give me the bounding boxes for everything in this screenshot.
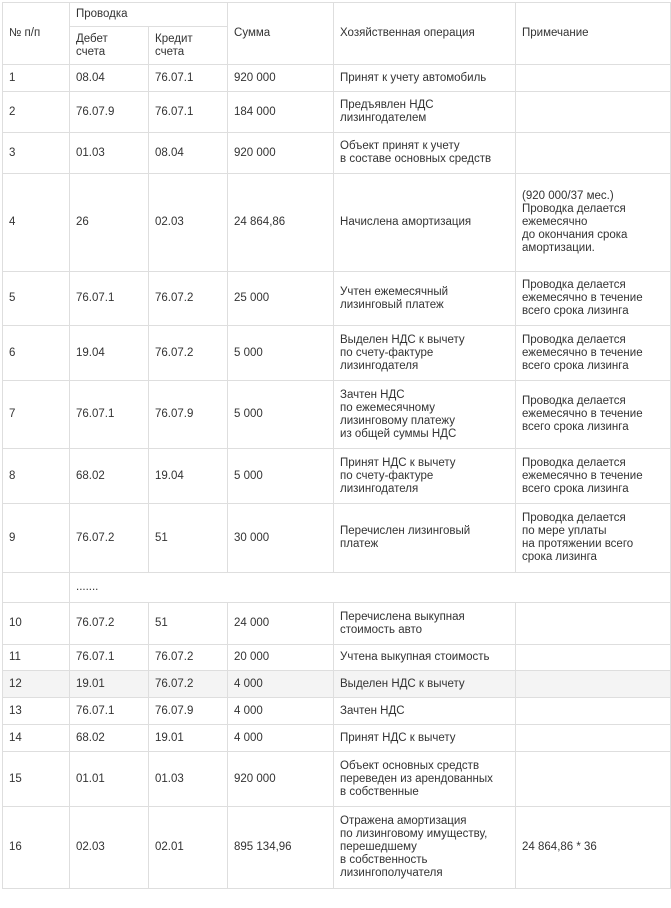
- cell-empty: [3, 573, 70, 603]
- cell-debit: 08.04: [70, 65, 149, 92]
- table-row: [3, 133, 671, 174]
- cell-num: 7: [3, 381, 70, 449]
- table-row: [3, 807, 671, 889]
- cell-amount: 920 000: [228, 65, 334, 92]
- table-row: [3, 725, 671, 752]
- cell-credit: 01.03: [149, 752, 228, 807]
- cell-num: 16: [3, 807, 70, 889]
- ellipsis-cell: .......: [70, 573, 671, 603]
- cell-amount: 5 000: [228, 326, 334, 381]
- cell-operation: Выделен НДС к вычету: [334, 671, 516, 698]
- cell-note: [516, 92, 671, 133]
- cell-num: 3: [3, 133, 70, 174]
- cell-operation: Отражена амортизация по лизинговому имуществу, перешедшему в собственность лизингополучателя: [334, 807, 516, 889]
- cell-num: 1: [3, 65, 70, 92]
- cell-note: Проводка делается ежемесячно в течение всего срока лизинга: [516, 272, 671, 326]
- cell-operation: Предъявлен НДС лизингодателем: [334, 92, 516, 133]
- cell-note: [516, 725, 671, 752]
- cell-note: [516, 133, 671, 174]
- table-row: [3, 645, 671, 671]
- cell-num: 10: [3, 603, 70, 645]
- cell-credit: 76.07.9: [149, 698, 228, 725]
- cell-credit: 08.04: [149, 133, 228, 174]
- cell-amount: 4 000: [228, 725, 334, 752]
- cell-credit: 51: [149, 603, 228, 645]
- cell-operation: Зачтен НДС: [334, 698, 516, 725]
- cell-debit: 01.03: [70, 133, 149, 174]
- header-credit: Кредит счета: [149, 27, 228, 65]
- cell-credit: 02.03: [149, 174, 228, 272]
- cell-amount: 30 000: [228, 504, 334, 573]
- cell-amount: 20 000: [228, 645, 334, 671]
- cell-debit: 76.07.1: [70, 645, 149, 671]
- cell-num: 11: [3, 645, 70, 671]
- cell-operation: Объект основных средств переведен из арендованных в собственные: [334, 752, 516, 807]
- header-amount: Сумма: [228, 3, 334, 65]
- table-row: [3, 174, 671, 272]
- cell-amount: 24 000: [228, 603, 334, 645]
- header-num: № п/п: [3, 3, 70, 65]
- table-row: [3, 326, 671, 381]
- cell-credit: 76.07.2: [149, 326, 228, 381]
- header-posting: Проводка: [70, 3, 228, 27]
- cell-debit: 26: [70, 174, 149, 272]
- cell-note: Проводка делается по мере уплаты на протяжении всего срока лизинга: [516, 504, 671, 573]
- cell-operation: Принят НДС к вычету по счету-фактуре лизингодателя: [334, 449, 516, 504]
- cell-amount: 920 000: [228, 133, 334, 174]
- cell-credit: 51: [149, 504, 228, 573]
- header-debit: Дебет счета: [70, 27, 149, 65]
- table-row: [3, 381, 671, 449]
- cell-amount: 5 000: [228, 381, 334, 449]
- table-row: [3, 65, 671, 92]
- table-row: [3, 92, 671, 133]
- cell-amount: 24 864,86: [228, 174, 334, 272]
- cell-credit: 76.07.1: [149, 92, 228, 133]
- cell-note: [516, 603, 671, 645]
- cell-num: 9: [3, 504, 70, 573]
- cell-credit: 19.01: [149, 725, 228, 752]
- cell-credit: 76.07.1: [149, 65, 228, 92]
- cell-debit: 02.03: [70, 807, 149, 889]
- table-row: [3, 449, 671, 504]
- cell-debit: 68.02: [70, 725, 149, 752]
- cell-note: [516, 671, 671, 698]
- header-operation: Хозяйственная операция: [334, 3, 516, 65]
- cell-credit: 76.07.2: [149, 272, 228, 326]
- cell-credit: 76.07.2: [149, 645, 228, 671]
- cell-operation: Начислена амортизация: [334, 174, 516, 272]
- cell-operation: Перечислена выкупная стоимость авто: [334, 603, 516, 645]
- cell-debit: 68.02: [70, 449, 149, 504]
- cell-debit: 19.04: [70, 326, 149, 381]
- cell-debit: 76.07.1: [70, 381, 149, 449]
- cell-amount: 4 000: [228, 671, 334, 698]
- cell-credit: 19.04: [149, 449, 228, 504]
- cell-amount: 895 134,96: [228, 807, 334, 889]
- cell-debit: 19.01: [70, 671, 149, 698]
- cell-note: [516, 698, 671, 725]
- table-row: [3, 603, 671, 645]
- cell-credit: 02.01: [149, 807, 228, 889]
- cell-amount: 184 000: [228, 92, 334, 133]
- cell-num: 14: [3, 725, 70, 752]
- cell-note: 24 864,86 * 36: [516, 807, 671, 889]
- cell-note: Проводка делается ежемесячно в течение всего срока лизинга: [516, 381, 671, 449]
- cell-debit: 76.07.2: [70, 504, 149, 573]
- cell-operation: Принят к учету автомобиль: [334, 65, 516, 92]
- cell-amount: 4 000: [228, 698, 334, 725]
- cell-num: 5: [3, 272, 70, 326]
- cell-note: Проводка делается ежемесячно в течение всего срока лизинга: [516, 449, 671, 504]
- cell-operation: Зачтен НДС по ежемесячному лизинговому платежу из общей суммы НДС: [334, 381, 516, 449]
- cell-num: 12: [3, 671, 70, 698]
- cell-num: 4: [3, 174, 70, 272]
- cell-num: 6: [3, 326, 70, 381]
- cell-credit: 76.07.2: [149, 671, 228, 698]
- table-row: [3, 698, 671, 725]
- table-row: [3, 752, 671, 807]
- cell-num: 2: [3, 92, 70, 133]
- posting-table: [2, 2, 671, 889]
- ellipsis-row: [3, 573, 671, 603]
- cell-amount: 5 000: [228, 449, 334, 504]
- cell-debit: 01.01: [70, 752, 149, 807]
- cell-operation: Перечислен лизинговый платеж: [334, 504, 516, 573]
- cell-debit: 76.07.1: [70, 272, 149, 326]
- cell-operation: Принят НДС к вычету: [334, 725, 516, 752]
- cell-note: (920 000/37 мес.) Проводка делается ежемесячно до окончания срока амортизации.: [516, 174, 671, 272]
- cell-operation: Выделен НДС к вычету по счету-фактуре лизингодателя: [334, 326, 516, 381]
- cell-note: [516, 65, 671, 92]
- header-note: Примечание: [516, 3, 671, 65]
- cell-num: 13: [3, 698, 70, 725]
- cell-debit: 76.07.9: [70, 92, 149, 133]
- cell-debit: 76.07.2: [70, 603, 149, 645]
- cell-note: [516, 752, 671, 807]
- cell-debit: 76.07.1: [70, 698, 149, 725]
- cell-operation: Учтена выкупная стоимость: [334, 645, 516, 671]
- cell-note: Проводка делается ежемесячно в течение всего срока лизинга: [516, 326, 671, 381]
- cell-amount: 920 000: [228, 752, 334, 807]
- cell-num: 8: [3, 449, 70, 504]
- cell-num: 15: [3, 752, 70, 807]
- table-row: [3, 504, 671, 573]
- table-row: [3, 272, 671, 326]
- cell-operation: Объект принят к учету в составе основных средств: [334, 133, 516, 174]
- table-row: [3, 671, 671, 698]
- cell-note: [516, 645, 671, 671]
- cell-operation: Учтен ежемесячный лизинговый платеж: [334, 272, 516, 326]
- cell-amount: 25 000: [228, 272, 334, 326]
- cell-credit: 76.07.9: [149, 381, 228, 449]
